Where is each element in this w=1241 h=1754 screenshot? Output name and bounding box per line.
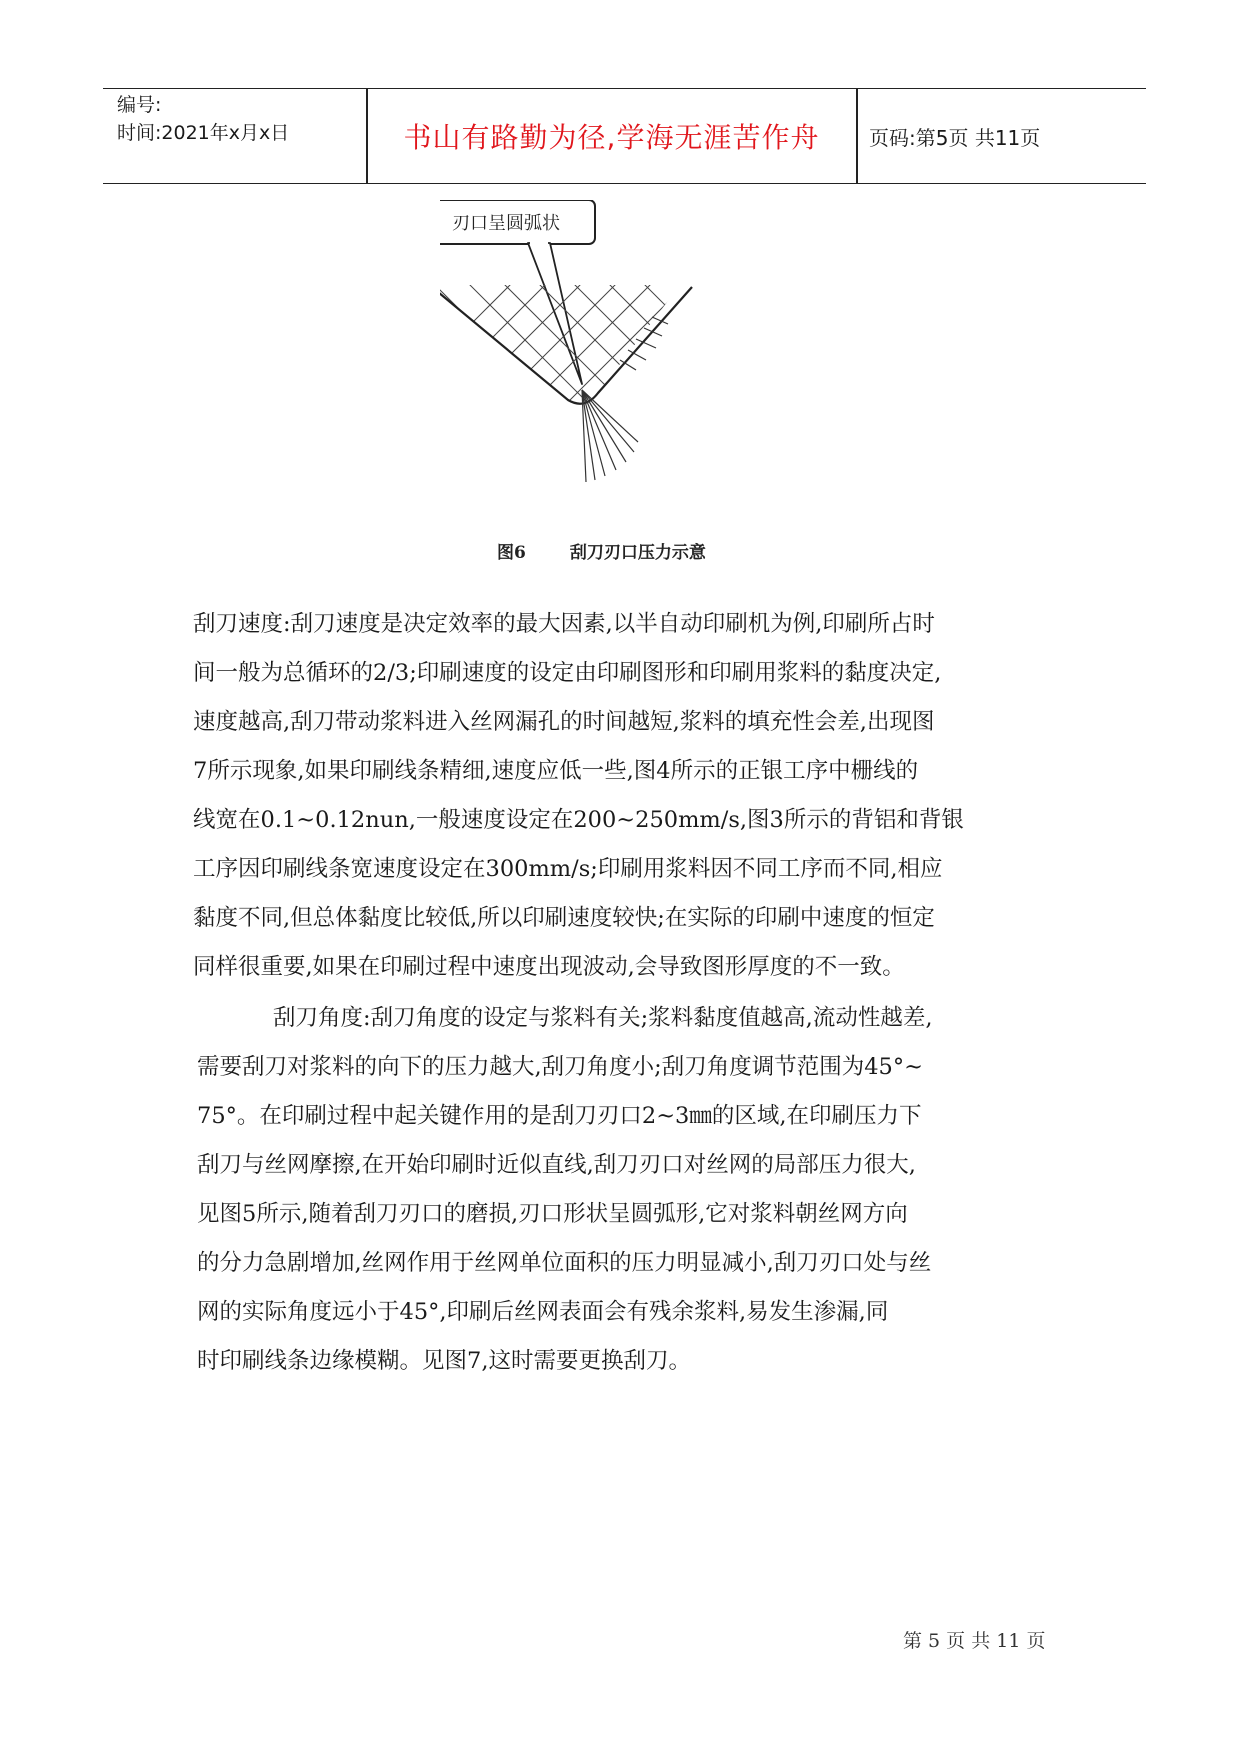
figure-title: 刮刀刃口压力示意 xyxy=(569,543,706,563)
pressure-lines xyxy=(582,317,668,482)
figure-caption xyxy=(497,538,706,563)
callout-text: 刃口呈圆弧状 xyxy=(452,213,560,234)
text-line: 刮刀速度:刮刀速度是决定效率的最大因素,以半自动印刷机为例,印刷所占时 xyxy=(193,611,935,637)
text-line: 时印刷线条边缘模糊。见图7,这时需要更换刮刀。 xyxy=(197,1348,691,1374)
page-footer: 第 5 页 共 11 页 xyxy=(903,1630,1046,1652)
text-line: 黏度不同,但总体黏度比较低,所以印刷速度较快;在实际的印刷中速度的恒定 xyxy=(193,905,935,931)
text-line: 需要刮刀对浆料的向下的压力越大,刮刀角度小;刮刀角度调节范围为45°~ xyxy=(197,1054,923,1080)
text-line: 间一般为总循环的2/3;印刷速度的设定由印刷图形和印刷用浆料的黏度决定, xyxy=(193,660,942,686)
squeegee-diagram xyxy=(440,200,800,530)
figure-number: 图6 xyxy=(497,543,526,563)
paragraph-squeegee-speed xyxy=(193,600,1063,992)
header-meta xyxy=(117,91,289,147)
paragraph-squeegee-angle xyxy=(197,994,1067,1386)
header-motto: 书山有路勤为径,学海无涯苦作舟 xyxy=(403,121,820,154)
number-label: 编号: xyxy=(117,94,162,116)
header-page-label: 页码:第5页 共11页 xyxy=(869,125,1041,150)
text-line: 的分力急剧增加,丝网作用于丝网单位面积的压力明显减小,刮刀刃口处与丝 xyxy=(197,1250,932,1276)
text-line: 见图5所示,随着刮刀刃口的磨损,刃口形状呈圆弧形,它对浆料朝丝网方向 xyxy=(197,1201,908,1227)
text-line: 线宽在0.1~0.12nun,一般速度设定在200~250mm/s,图3所示的背铝和背银 xyxy=(193,807,964,833)
text-line: 速度越高,刮刀带动浆料进入丝网漏孔的时间越短,浆料的填充性会差,出现图 xyxy=(193,709,935,735)
page-header xyxy=(103,88,1146,184)
text-line: 75°。在印刷过程中起关键作用的是刮刀刃口2~3㎜的区域,在印刷压力下 xyxy=(197,1103,922,1129)
time-label: 时间:2021年x月x日 xyxy=(117,122,290,144)
callout-pointer xyxy=(528,243,582,384)
text-line: 刮刀与丝网摩擦,在开始印刷时近似直线,刮刀刃口对丝网的局部压力很大, xyxy=(197,1152,916,1178)
text-line: 同样很重要,如果在印刷过程中速度出现波动,会导致图形厚度的不一致。 xyxy=(193,954,905,980)
text-line: 7所示现象,如果印刷线条精细,速度应低一些,图4所示的正银工序中栅线的 xyxy=(193,758,919,784)
text-line: 刮刀角度:刮刀角度的设定与浆料有关;浆料黏度值越高,流动性越差, xyxy=(273,1005,933,1031)
blade-hatching xyxy=(440,270,790,430)
header-divider xyxy=(856,89,858,183)
text-line: 工序因印刷线条宽速度设定在300mm/s;印刷用浆料因不同工序而不同,相应 xyxy=(193,856,943,882)
text-line: 网的实际角度远小于45°,印刷后丝网表面会有残余浆料,易发生渗漏,同 xyxy=(197,1299,889,1325)
squeegee-pressure-illustration xyxy=(440,200,800,530)
